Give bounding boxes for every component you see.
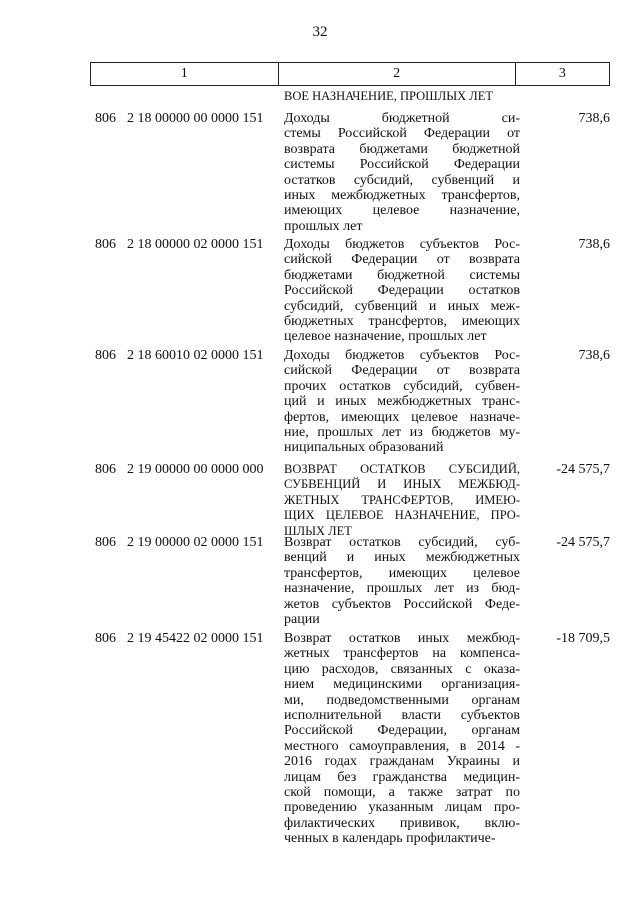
description-line: бюджетами бюджетной системы bbox=[284, 267, 520, 283]
admin-code: 806 bbox=[95, 462, 116, 477]
description-line: прошлых лет bbox=[284, 218, 363, 234]
admin-code: 806 bbox=[95, 535, 116, 550]
description-line: жетов субъектов Российской Феде- bbox=[284, 596, 520, 612]
income-description bbox=[284, 462, 520, 539]
description-line: Возврат остатков иных межбюд- bbox=[284, 631, 520, 646]
description-line: цию расходов, связанных с оказа- bbox=[284, 661, 520, 677]
description-line: стемы Российской Федерации от bbox=[284, 126, 520, 142]
description-line: местного самоуправления, в 2014 - bbox=[284, 738, 520, 754]
column-header-table bbox=[90, 62, 610, 86]
amount: -18 709,5 bbox=[556, 631, 610, 646]
description-line: прочих остатков субсидий, субвен- bbox=[284, 378, 520, 394]
description-line: назначение, прошлых лет из бюд- bbox=[284, 581, 520, 597]
admin-code: 806 bbox=[95, 631, 116, 646]
classification-code: 2 19 00000 00 0000 000 bbox=[127, 462, 264, 477]
description-line: трансфертов, имеющих целевое bbox=[284, 565, 520, 581]
description-line: иных межбюджетных трансфертов, bbox=[284, 187, 520, 203]
description-line: Доходы бюджетов субъектов Рос- bbox=[284, 237, 520, 252]
description-line: жетных трансфертов на компенса- bbox=[284, 646, 520, 662]
description-line: 2016 годах гражданам Украины и bbox=[284, 754, 520, 770]
classification-code: 2 18 00000 00 0000 151 bbox=[127, 111, 264, 126]
admin-code: 806 bbox=[95, 348, 116, 363]
budget-code bbox=[95, 535, 281, 550]
column-header-1: 1 bbox=[91, 63, 279, 86]
column-header-3: 3 bbox=[515, 63, 609, 86]
description-line: сийской Федерации от возврата bbox=[284, 363, 520, 379]
description-line: ЖЕТНЫХ ТРАНСФЕРТОВ, ИМЕЮ- bbox=[284, 492, 520, 507]
budget-code bbox=[95, 111, 281, 126]
classification-code: 2 19 00000 02 0000 151 bbox=[127, 535, 264, 550]
description-line: ШЛЫХ ЛЕТ bbox=[284, 523, 352, 538]
admin-code: 806 bbox=[95, 111, 116, 126]
amount: -24 575,7 bbox=[556, 535, 610, 550]
description-line: сийской Федерации от возврата bbox=[284, 252, 520, 268]
description-line: ций и иных межбюджетных транс- bbox=[284, 394, 520, 410]
amount: 738,6 bbox=[578, 111, 610, 126]
description-line: ние, прошлых лет из бюджетов му- bbox=[284, 424, 520, 440]
description-line: целевое назначение, прошлых лет bbox=[284, 329, 487, 345]
description-line: возврата бюджетами бюджетной bbox=[284, 141, 520, 157]
budget-code bbox=[95, 237, 281, 252]
description-line: Доходы бюджетов субъектов Рос- bbox=[284, 348, 520, 363]
description-line: венций и иных межбюджетных bbox=[284, 550, 520, 566]
description-line: фертов, имеющих целевое назначе- bbox=[284, 409, 520, 425]
description-line: лицам без гражданства медицин- bbox=[284, 769, 520, 785]
description-line: Российской Федерации остатков bbox=[284, 283, 520, 299]
income-description bbox=[284, 111, 520, 234]
description-line: рации bbox=[284, 611, 320, 627]
description-line: проведению указанным лицам про- bbox=[284, 800, 520, 816]
page-number: 32 bbox=[312, 24, 328, 40]
budget-code bbox=[95, 462, 281, 477]
column-header-2: 2 bbox=[278, 63, 515, 86]
amount: 738,6 bbox=[578, 348, 610, 363]
description-line: субсидий, субвенций и иных меж- bbox=[284, 298, 520, 314]
income-description bbox=[284, 237, 520, 345]
continued-description: ВОЕ НАЗНАЧЕНИЕ, ПРОШЛЫХ ЛЕТ bbox=[284, 89, 494, 103]
description-line: исполнительной власти субъектов bbox=[284, 707, 520, 723]
classification-code: 2 19 45422 02 0000 151 bbox=[127, 631, 264, 646]
description-line: филактических прививок, вклю- bbox=[284, 815, 520, 831]
income-description bbox=[284, 348, 520, 456]
description-line: ченных в календарь профилактиче- bbox=[284, 831, 496, 847]
budget-code bbox=[95, 348, 281, 363]
admin-code: 806 bbox=[95, 237, 116, 252]
income-description bbox=[284, 631, 520, 846]
classification-code: 2 18 00000 02 0000 151 bbox=[127, 237, 264, 252]
description-line: бюджетных трансфертов, имеющих bbox=[284, 313, 520, 329]
description-line: нием медицинскими организация- bbox=[284, 677, 520, 693]
description-line: Доходы бюджетной си- bbox=[284, 111, 520, 126]
amount: 738,6 bbox=[578, 237, 610, 252]
income-description bbox=[284, 535, 520, 627]
description-line: ВОЗВРАТ ОСТАТКОВ СУБСИДИЙ, bbox=[284, 462, 520, 476]
description-line: ской помощи, а также затрат по bbox=[284, 784, 520, 800]
classification-code: 2 18 60010 02 0000 151 bbox=[127, 348, 264, 363]
description-line: СУБВЕНЦИЙ И ИНЫХ МЕЖБЮД- bbox=[284, 477, 520, 492]
amount: -24 575,7 bbox=[556, 462, 610, 477]
description-line: ми, подведомственными органам bbox=[284, 692, 520, 708]
description-line: Возврат остатков субсидий, суб- bbox=[284, 535, 520, 550]
description-line: Российской Федерации, органам bbox=[284, 723, 520, 739]
budget-code bbox=[95, 631, 281, 646]
description-line: ЩИХ ЦЕЛЕВОЕ НАЗНАЧЕНИЕ, ПРО- bbox=[284, 508, 520, 523]
description-line: системы Российской Федерации bbox=[284, 157, 520, 173]
description-line: остатков субсидий, субвенций и bbox=[284, 172, 520, 188]
description-line: имеющих целевое назначение, bbox=[284, 203, 520, 219]
description-line: ниципальных образований bbox=[284, 440, 444, 456]
